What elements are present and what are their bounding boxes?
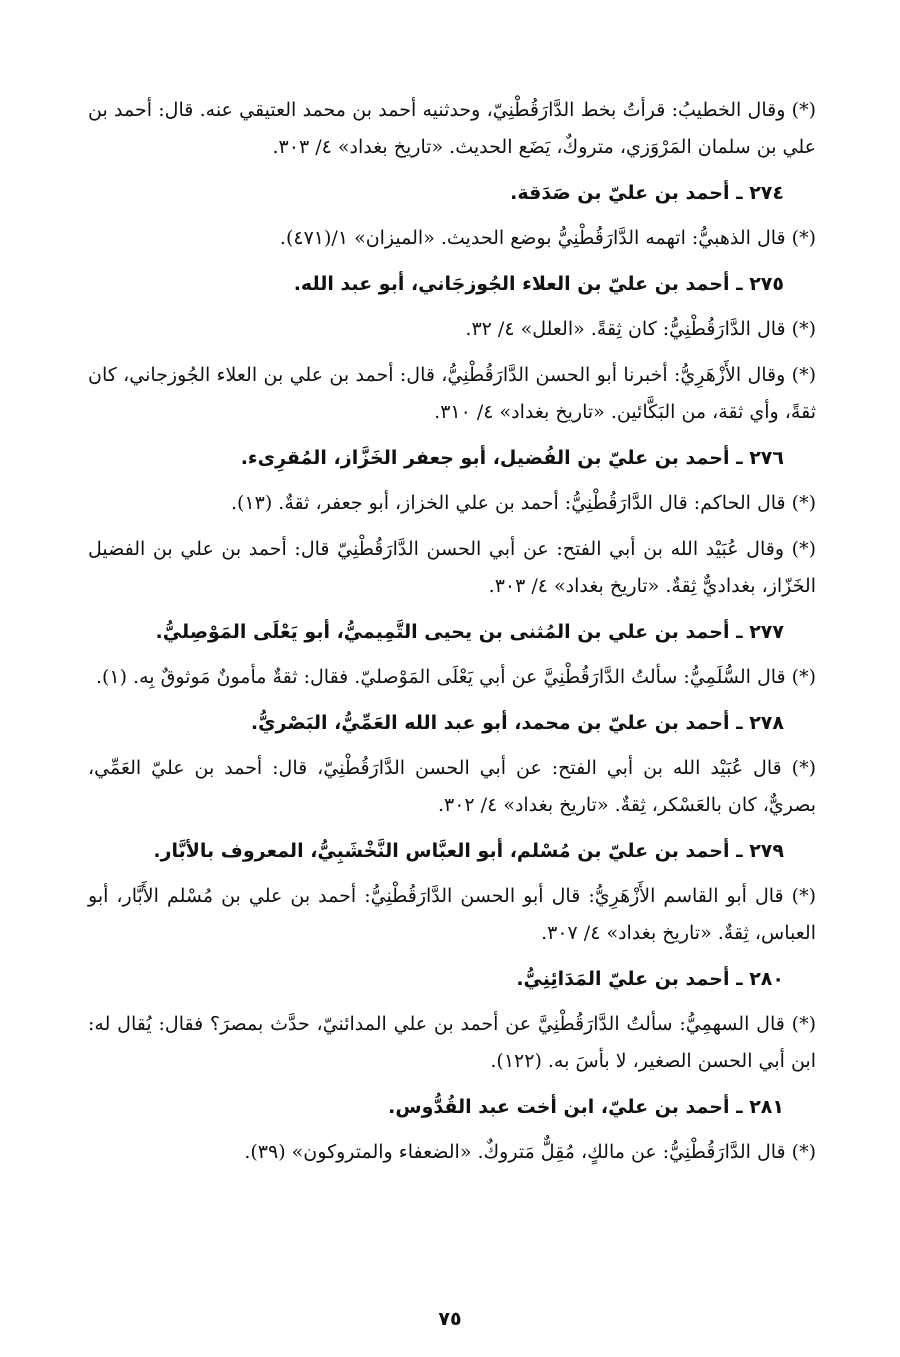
entry-heading: ٢٧٧ ـ أحمد بن علي بن المُثنى بن يحيى التَّمِيميُّ، أبو يَعْلَى المَوْصِليُّ. bbox=[155, 621, 784, 643]
entry-heading: ٢٧٤ ـ أحمد بن عليّ بن صَدَقة. bbox=[510, 182, 784, 204]
paragraph: (*) قال الدَّارَقُطْنِيُّ: عن مالكٍ، مُقِلٌّ مَتروكٌ. «الضعفاء والمتروكون» (٣٩). bbox=[244, 1141, 816, 1163]
paragraph: (*) وقال الخطيبُ: قرأتُ بخط الدَّارَقُطْنِيّ، وحدثنيه أحمد بن محمد العتيقي عنه. قال: أحمد بن علي بن سلمان المَرْوَزي، متروكٌ، يَضَع الحديث. «تاريخ بغداد» ٤/ ٣٠٣. bbox=[88, 99, 816, 158]
paragraph: (*) قال السهمِيُّ: سألتُ الدَّارَقُطْنِيَّ عن أحمد بن علي المدائنيّ، حدَّث بمصرَ؟ فقال: يُقال له: ابن أبي الحسن الصغير، لا بأسَ به. (١٢٢). bbox=[88, 1013, 816, 1072]
entry-heading: ٢٧٩ ـ أحمد بن عليّ بن مُسْلم، أبو العبَّاس النَّخْشَبِيُّ، المعروف بالأبَّار. bbox=[153, 840, 784, 862]
paragraph: (*) وقال الأَزْهَرِيُّ: أخبرنا أبو الحسن الدَّارَقُطْنِيُّ، قال: أحمد بن علي بن العلاء الجُوزجاني، كان ثقةً، وأي ثقة، من البَكَّائين. «تاريخ بغداد» ٤/ ٣١٠. bbox=[88, 364, 816, 423]
paragraph: (*) قال الحاكم: قال الدَّارَقُطْنِيُّ: أحمد بن علي الخزاز، أبو جعفر، ثقةٌ. (١٣). bbox=[230, 492, 816, 514]
entry-heading: ٢٨١ ـ أحمد بن عليّ، ابن أخت عبد القُدُّوس. bbox=[388, 1096, 784, 1118]
entry-heading: ٢٧٥ ـ أحمد بن عليّ بن العلاء الجُوزجَاني، أبو عبد الله. bbox=[293, 273, 784, 295]
entry-heading: ٢٧٨ ـ أحمد بن عليّ بن محمد، أبو عبد الله العَمِّيُّ، البَصْريُّ. bbox=[250, 712, 784, 734]
paragraph: (*) قال عُبَيْد الله بن أبي الفتح: عن أبي الحسن الدَّارَقُطْنِيّ، قال: أحمد بن عليّ العَمِّي، بصريٌّ، كان بالعَسْكر، ثِقةٌ. «تاريخ بغداد» ٤/ ٣٠٢. bbox=[88, 757, 816, 816]
entry-heading: ٢٧٦ ـ أحمد بن عليّ بن الفُضيل، أبو جعفر الخَزَّاز، المُقرِىء. bbox=[240, 447, 784, 469]
page-body bbox=[88, 92, 816, 1180]
paragraph: (*) وقال عُبَيْد الله بن أبي الفتح: عن أبي الحسن الدَّارَقُطْنِيّ قال: أحمد بن علي بن الفضيل الخَزّاز، بغداديٌّ ثِقةٌ. «تاريخ بغداد» ٤/ ٣٠٣. bbox=[88, 538, 816, 597]
paragraph: (*) قال الذهبيُّ: اتهمه الدَّارَقُطْنِيُّ بوضع الحديث. «الميزان» ١/(٤٧١). bbox=[279, 227, 816, 249]
entry-heading: ٢٨٠ ـ أحمد بن عليّ المَدَائِنِيُّ. bbox=[516, 968, 784, 990]
paragraph: (*) قال الدَّارَقُطْنِيُّ: كان ثِقةً. «العلل» ٤/ ٣٢. bbox=[465, 318, 816, 340]
paragraph: (*) قال أبو القاسم الأَزْهَرِيُّ: قال أبو الحسن الدَّارَقُطْنِيُّ: أحمد بن علي بن مُسْلم الأَبَّار، أبو العباس، ثِقةٌ. «تاريخ بغداد» ٤/ ٣٠٧. bbox=[88, 885, 816, 944]
paragraph: (*) قال السُّلَمِيُّ: سألتُ الدَّارَقُطْنِيَّ عن أبي يَعْلَى المَوْصليّ. فقال: ثقةٌ مأمونٌ مَوثوقٌ بِه. (١). bbox=[95, 666, 816, 688]
page-number: ٧٥ bbox=[438, 1308, 462, 1330]
